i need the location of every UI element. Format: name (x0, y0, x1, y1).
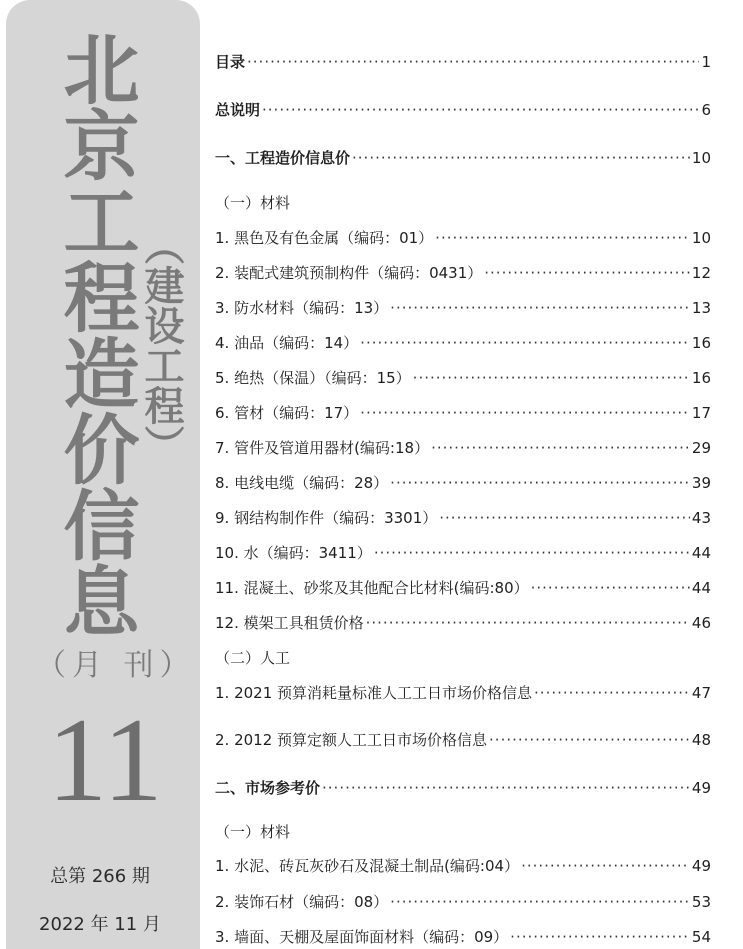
toc-entry[interactable]: 7. 管件及管道用器材(编码:18） ····· 29 (215, 437, 711, 458)
issue-number: 11 (47, 693, 163, 826)
toc-entry[interactable]: 8. 电线电缆（编码：28） ····· 39 (215, 472, 711, 493)
toc-entry[interactable]: 3. 墙面、天棚及屋面饰面材料（编码：09） ····· 54 (215, 926, 711, 947)
publication-title: 北京工程造价信息 (51, 30, 140, 638)
toc-entry[interactable]: 2. 2012 预算定额人工工日市场价格信息 ····· 48 (215, 729, 711, 750)
issue-date: 2022 年 11 月 (39, 914, 161, 935)
toc-entry[interactable]: 总说明 ····· 6 (215, 99, 711, 120)
toc-entry[interactable]: 二、市场参考价 ····· 49 (215, 777, 711, 798)
toc-entry[interactable]: 5. 绝热（保温）（编码：15） ····· 16 (215, 367, 711, 388)
toc-entry[interactable]: 3. 防水材料（编码：13） ····· 13 (215, 297, 711, 318)
toc-entry[interactable]: 9. 钢结构制作件（编码：3301） ····· 43 (215, 507, 711, 528)
toc-entry[interactable]: 2. 装饰石材（编码：08） ····· 53 (215, 891, 711, 912)
toc-entry[interactable]: 11. 混凝土、砂浆及其他配合比材料(编码:80） ····· 44 (215, 577, 711, 598)
monthly-label: （月 刊） (36, 648, 196, 683)
toc-entry[interactable]: 12. 模架工具租赁价格 ····· 46 (215, 612, 711, 633)
toc-section-heading: （一）材料 (215, 823, 291, 841)
toc-section-heading: （二）人工 (215, 649, 291, 667)
toc-entry[interactable]: 10. 水（编码：3411） ····· 44 (215, 542, 711, 563)
toc-entry[interactable]: 1. 黑色及有色金属（编码：01） ····· 10 (215, 227, 711, 248)
toc-entry[interactable]: 一、工程造价信息价 ····· 10 (215, 147, 711, 168)
total-issue-label: 总第 266 期 (50, 866, 150, 887)
toc-entry[interactable]: 6. 管材（编码：17） ····· 17 (215, 402, 711, 423)
toc-entry[interactable]: 4. 油品（编码：14） ····· 16 (215, 332, 711, 353)
toc-section-heading: （一）材料 (215, 194, 291, 212)
toc-entry[interactable]: 1. 2021 预算消耗量标准人工工日市场价格信息 ····· 47 (215, 682, 711, 703)
toc-entry[interactable]: 目录 ····· 1 (215, 51, 711, 72)
toc-entry[interactable]: 2. 装配式建筑预制构件（编码：0431） ····· 12 (215, 262, 711, 283)
toc-entry[interactable]: 1. 水泥、砖瓦灰砂石及混凝土制品(编码:04） ····· 49 (215, 855, 711, 876)
publication-subtitle: （建设工程） (138, 225, 185, 465)
